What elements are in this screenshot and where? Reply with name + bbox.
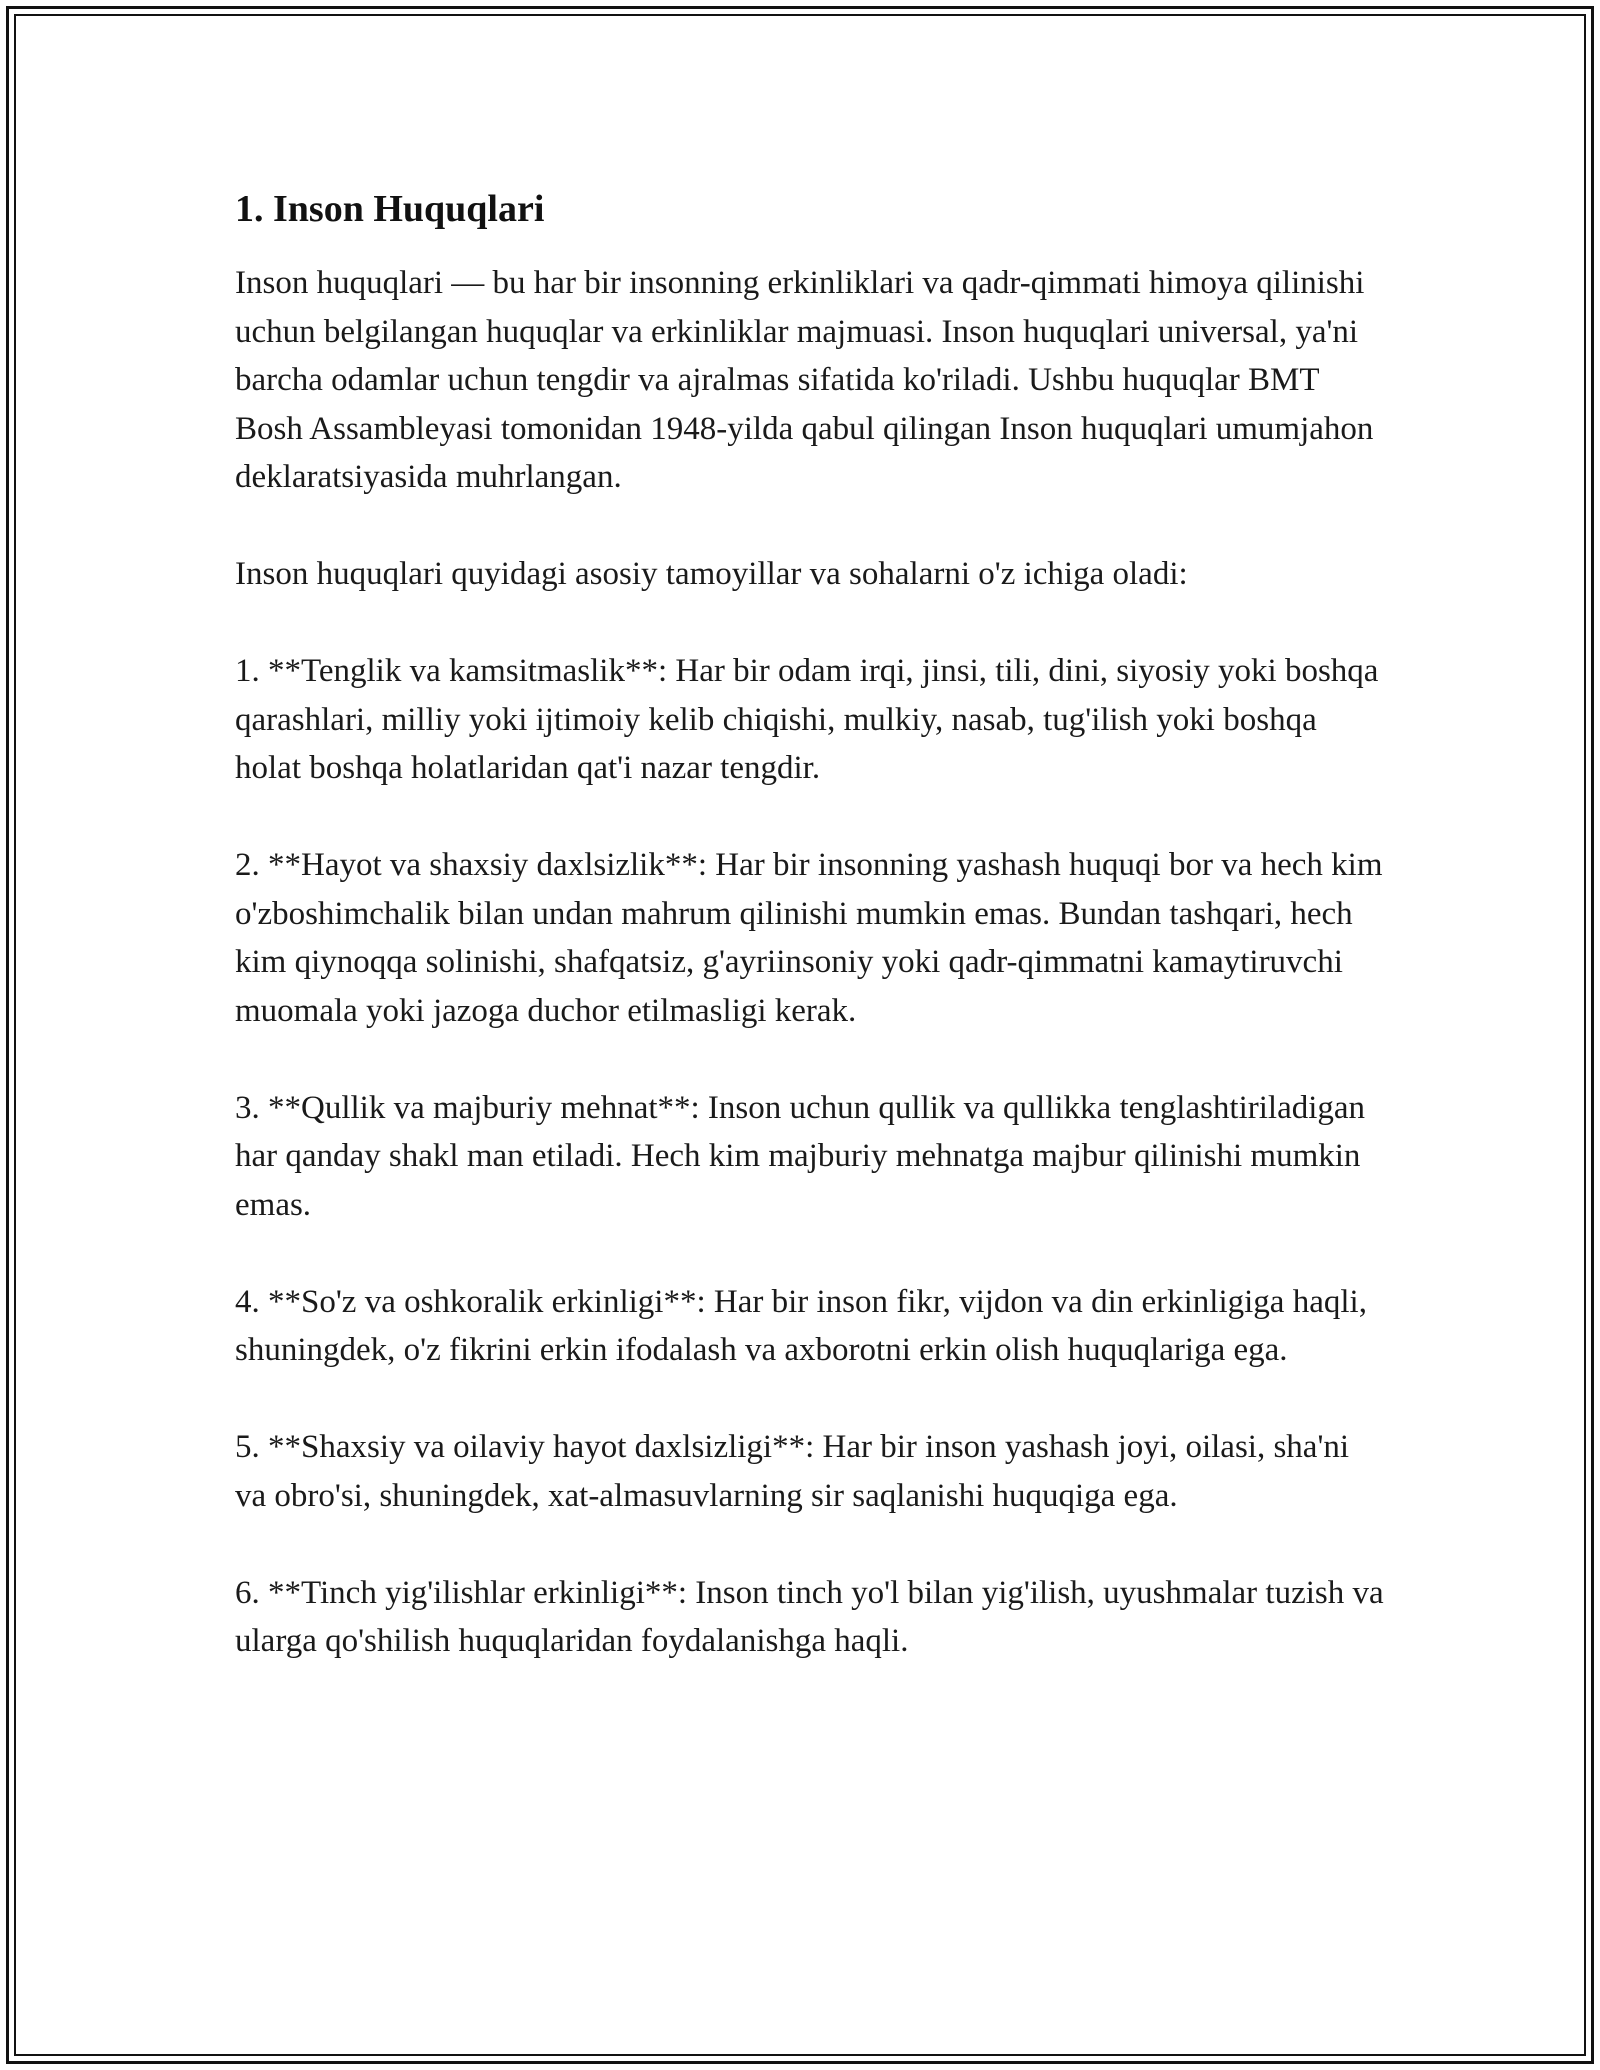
intro-paragraph: Inson huquqlari — bu har bir insonning erkinliklari va qadr-qimmati himoya qilinishi uchun belgilangan huquqlar va erkinliklar majmuasi. Inson huquqlari universal, ya'ni barcha odamlar uchun tengdir va ajralmas sifatida ko'riladi. Ushbu huquqlar BMT Bosh Assambleyasi tomonidan 1948-yilda qabul qilingan Inson huquqlari umumjahon deklaratsiyasida muhrlangan. <box>235 265 1374 495</box>
list-item-assembly: 6. **Tinch yig'ilishlar erkinligi**: Inson tinch yo'l bilan yig'ilish, uyushmalar tuzish va ularga qo'shilish huquqlaridan foydalanishga haqli. <box>235 1574 1384 1659</box>
list-item-equality: 1. **Tenglik va kamsitmaslik**: Har bir odam irqi, jinsi, tili, dini, siyosiy yoki boshqa qarashlari, milliy yoki ijtimoiy kelib chiqishi, mulkiy, nasab, tug'ilish yoki boshqa holat boshqa holatlaridan qat'i nazar tengdir. <box>235 653 1379 786</box>
list-item-life: 2. **Hayot va shaxsiy daxlsizlik**: Har bir insonning yashash huquqi bor va hech kim o'zboshimchalik bilan undan mahrum qilinishi mumkin emas. Bundan tashqari, hech kim qiynoqqa solinishi, shafqatsiz, g'ayriinsoniy yoki qadr-qimmatni kamaytiruvchi muomala yoki jazoga duchor etilmasligi kerak. <box>235 847 1383 1029</box>
lead-paragraph: Inson huquqlari quyidagi asosiy tamoyillar va sohalarni o'z ichiga oladi: <box>235 556 1188 592</box>
list-item-slavery: 3. **Qullik va majburiy mehnat**: Inson uchun qullik va qullikka tenglashtiriladigan har qanday shakl man etiladi. Hech kim majburiy mehnatga majbur qilinishi mumkin emas. <box>235 1089 1366 1223</box>
document-body <box>235 185 1385 1714</box>
document-title: 1. Inson Huquqlari <box>235 188 545 230</box>
list-item-speech: 4. **So'z va oshkoralik erkinligi**: Har bir inson fikr, vijdon va din erkinligiga haqli, shuningdek, o'z fikrini erkin ifodalash va axborotni erkin olish huquqlariga ega. <box>235 1283 1367 1368</box>
list-item-privacy: 5. **Shaxsiy va oilaviy hayot daxlsizligi**: Har bir inson yashash joyi, oilasi, sha'ni va obro'si, shuningdek, xat-almasuvlarning sir saqlanishi huquqiga ega. <box>235 1429 1350 1514</box>
